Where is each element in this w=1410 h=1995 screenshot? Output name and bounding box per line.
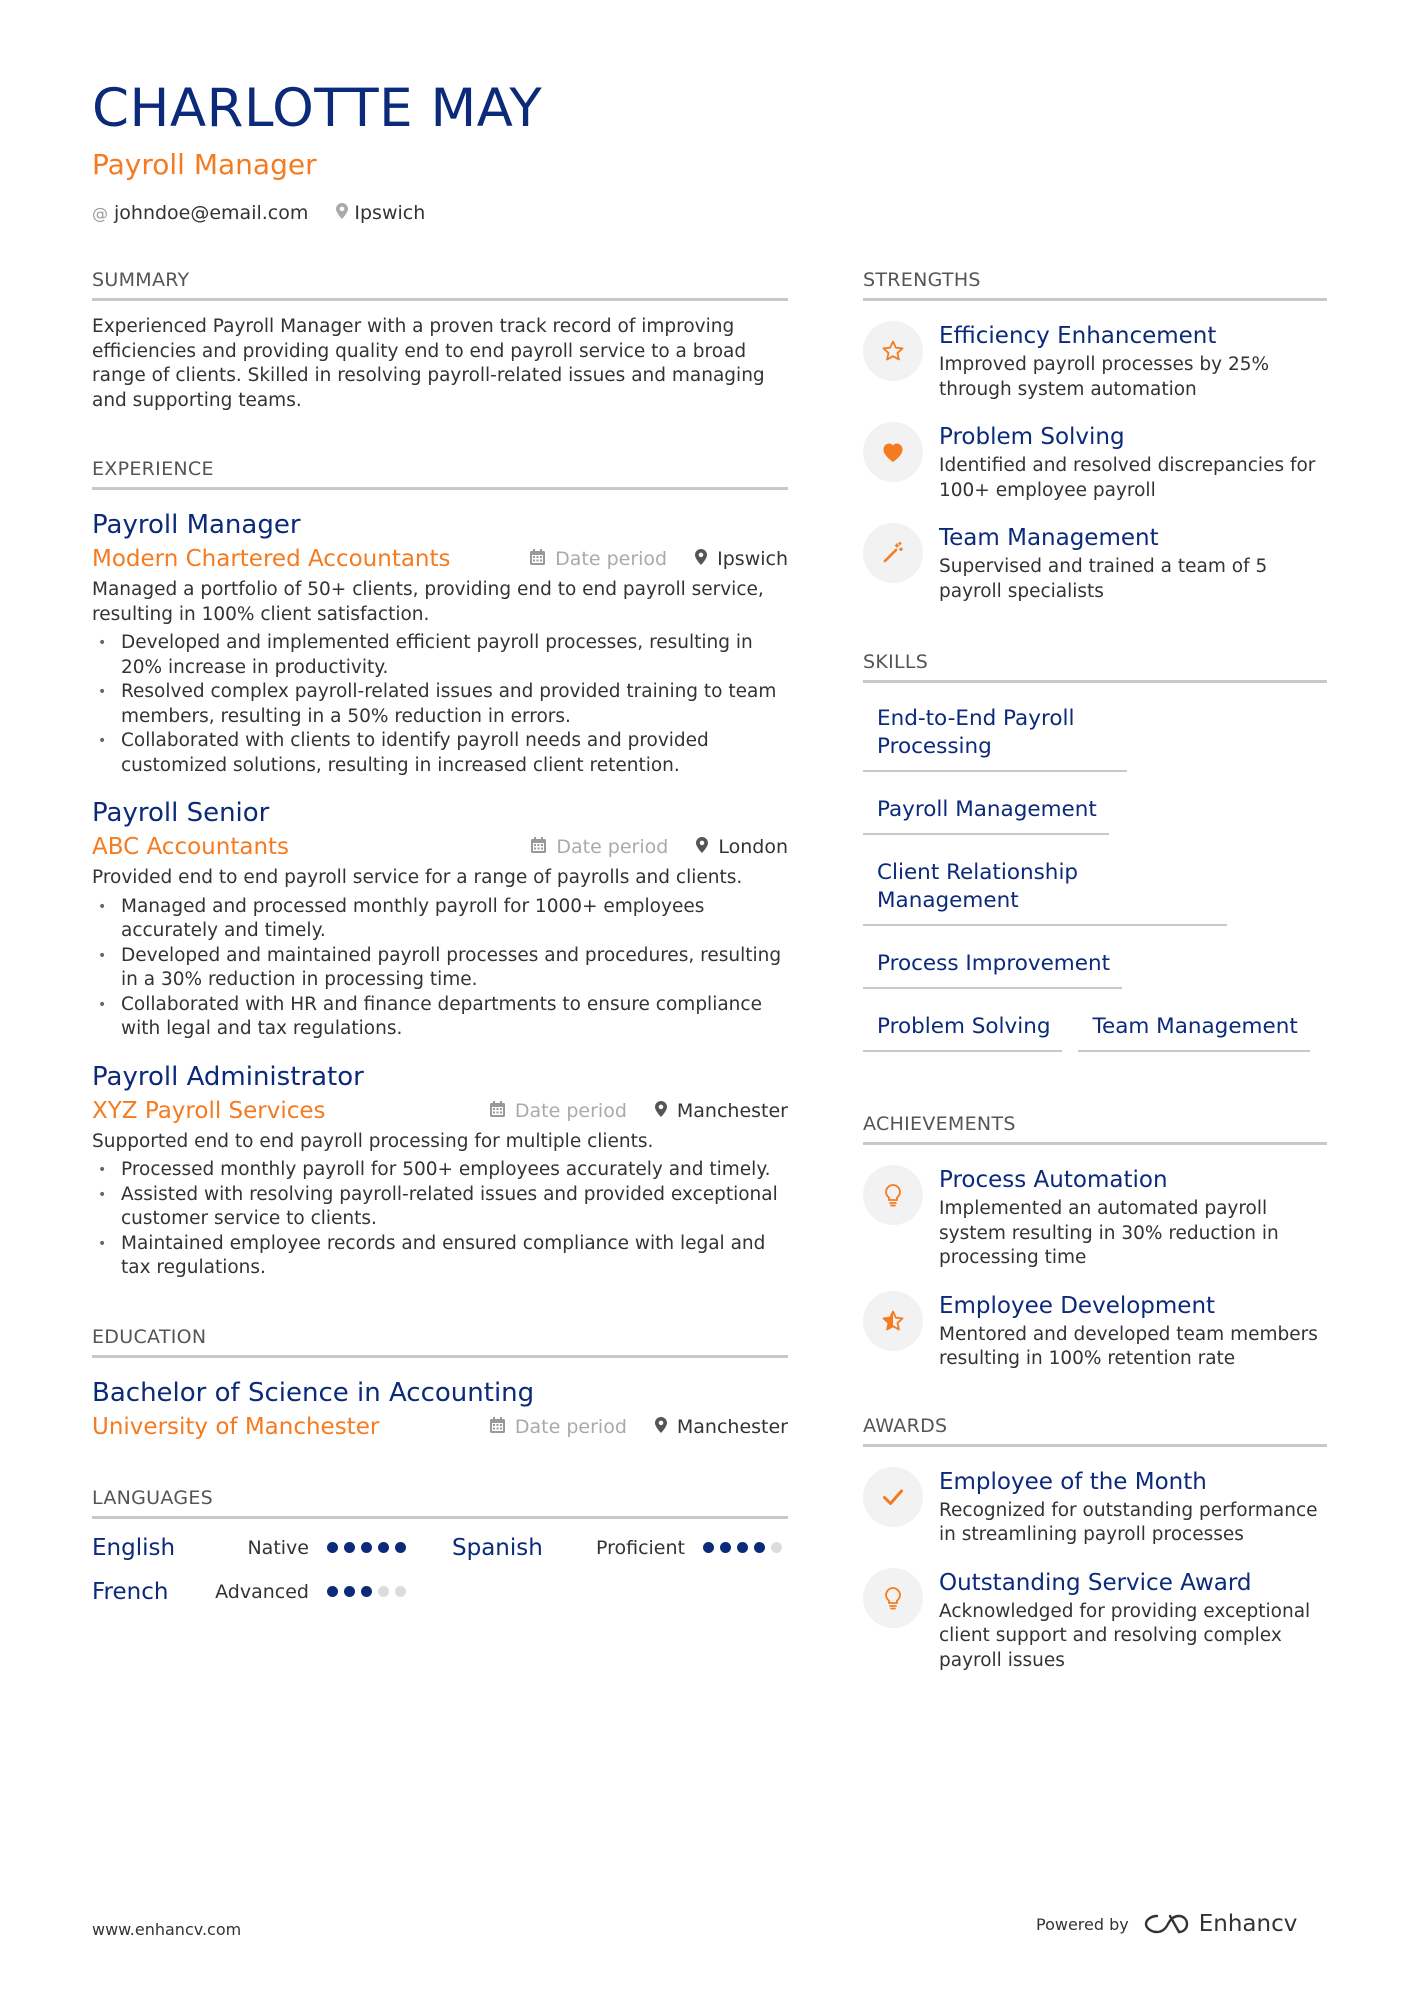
calendar-icon	[531, 837, 546, 857]
right-column	[863, 268, 1327, 1673]
experience-item	[92, 1060, 788, 1281]
achievement-description: Mentored and developed team members resulting in 100% retention rate	[939, 1323, 1318, 1369]
award-title: Outstanding Service Award	[939, 1569, 1252, 1596]
bullet-item: • Managed and processed monthly payroll for 1000+ employees accurately and timely.	[92, 895, 788, 944]
job-description: Managed a portfolio of 50+ clients, providing end to end payroll service, resulting in 100% client satisfaction.	[92, 579, 764, 625]
education-location	[655, 1416, 788, 1438]
company-name: Modern Chartered Accountants	[92, 546, 451, 572]
bullet-item: • Maintained employee records and ensured compliance with legal and tax regulations.	[92, 1232, 788, 1281]
job-description: Provided end to end payroll service for a range of payrolls and clients.	[92, 867, 743, 888]
location-pin-icon	[336, 203, 348, 223]
calendar-icon	[530, 549, 545, 569]
language-level: Native	[247, 1536, 309, 1559]
section-title-achievements: ACHIEVEMENTS	[863, 1112, 1327, 1145]
calendar-icon	[490, 1417, 505, 1437]
strength-body	[939, 422, 1327, 503]
proficiency-dot-filled	[754, 1542, 765, 1553]
resume-header	[92, 76, 1092, 224]
proficiency-dots	[327, 1542, 412, 1553]
location-pin-icon	[696, 837, 708, 857]
proficiency-dot-filled	[361, 1542, 372, 1553]
achievement-description: Implemented an automated payroll system resulting in 30% reduction in processing time	[939, 1198, 1279, 1268]
proficiency-dot-filled	[361, 1586, 372, 1597]
bullet-item: • Processed monthly payroll for 500+ employees accurately and timely.	[92, 1158, 788, 1183]
proficiency-dot-filled	[378, 1542, 389, 1553]
language-proficiency	[596, 1537, 788, 1559]
star-half-icon	[863, 1291, 923, 1351]
experience-item	[92, 796, 788, 1042]
section-title-awards: AWARDS	[863, 1414, 1327, 1447]
proficiency-dot-empty	[771, 1542, 782, 1553]
language-item	[452, 1535, 788, 1561]
summary-section	[92, 268, 788, 413]
languages-grid	[92, 1535, 788, 1605]
skill-tag: End-to-End Payroll Processing	[863, 697, 1127, 772]
school-name: University of Manchester	[92, 1413, 380, 1440]
proficiency-dot-filled	[737, 1542, 748, 1553]
strength-item	[863, 422, 1327, 503]
language-name: English	[92, 1534, 176, 1561]
heart-icon	[863, 422, 923, 482]
job-location-text: Manchester	[676, 1099, 788, 1122]
star-outline-icon	[863, 321, 923, 381]
proficiency-dot-filled	[344, 1586, 355, 1597]
company-name: ABC Accountants	[92, 834, 290, 860]
job-date-location	[531, 836, 788, 858]
awards-section	[863, 1414, 1327, 1674]
strengths-section	[863, 268, 1327, 604]
bullet-item: • Collaborated with HR and finance departments to ensure compliance with legal and tax regulations.	[92, 993, 788, 1042]
bullet-item: • Developed and maintained payroll processes and procedures, resulting in a 30% reduction in processing time.	[92, 944, 788, 993]
strength-body	[939, 523, 1327, 604]
award-body	[939, 1568, 1327, 1674]
skills-section	[863, 650, 1327, 1068]
email-text: johndoe@email.com	[114, 202, 309, 224]
proficiency-dot-filled	[720, 1542, 731, 1553]
job-title: Payroll Senior	[92, 798, 270, 828]
skill-tag: Team Management	[1078, 1005, 1309, 1052]
education-date-text: Date period	[514, 1415, 627, 1438]
footer-website[interactable]: www.enhancv.com	[92, 1920, 242, 1939]
language-level: Proficient	[595, 1536, 685, 1559]
calendar-icon	[490, 1101, 505, 1121]
contact-row	[92, 202, 1092, 224]
language-item	[92, 1535, 452, 1561]
location-pin-icon	[695, 549, 707, 569]
job-location	[655, 1100, 788, 1122]
at-icon: @	[92, 203, 108, 223]
bullet-item: • Resolved complex payroll-related issues and provided training to team members, resulting in a 50% reduction in errors.	[92, 680, 788, 729]
enhancv-logo	[1143, 1911, 1298, 1937]
job-date-text: Date period	[555, 548, 668, 570]
skill-tag: Problem Solving	[863, 1005, 1062, 1052]
company-name: XYZ Payroll Services	[92, 1097, 326, 1124]
bullet-item: • Collaborated with clients to identify payroll needs and provided customized solutions, resulting in increased client retention.	[92, 729, 788, 778]
job-date-location	[530, 548, 788, 570]
award-title: Employee of the Month	[939, 1468, 1207, 1495]
strength-title: Efficiency Enhancement	[939, 323, 1217, 349]
strength-item	[863, 523, 1327, 604]
contact-location	[336, 202, 425, 224]
section-title-education: EDUCATION	[92, 1325, 788, 1358]
powered-by-text: Powered by	[1036, 1914, 1129, 1934]
job-bullets	[92, 1158, 788, 1281]
language-item	[92, 1579, 452, 1605]
award-item	[863, 1467, 1327, 1548]
job-title: Payroll Administrator	[92, 1061, 364, 1092]
language-name: French	[92, 1578, 169, 1605]
achievements-section	[863, 1112, 1327, 1372]
strength-body	[939, 321, 1327, 402]
education-section	[92, 1325, 788, 1442]
education-date-location	[490, 1416, 788, 1438]
summary-text: Experienced Payroll Manager with a proven track record of improving efficiencies and providing quality end to end payroll service to a broad range of clients. Skilled in resolving payroll-related issues and managing and supporting teams.	[92, 316, 765, 411]
strength-item	[863, 321, 1327, 402]
section-title-summary: SUMMARY	[92, 268, 788, 301]
achievement-title: Process Automation	[939, 1167, 1168, 1193]
job-location-text: Ipswich	[717, 548, 788, 570]
left-column	[92, 268, 788, 1605]
job-date-text: Date period	[556, 836, 669, 858]
job-location	[695, 548, 788, 570]
language-proficiency	[215, 1581, 412, 1603]
job-meta	[92, 832, 788, 862]
experience-item	[92, 508, 788, 778]
location-pin-icon	[655, 1417, 667, 1437]
achievement-item	[863, 1165, 1327, 1271]
job-date	[530, 548, 667, 570]
degree-title: Bachelor of Science in Accounting	[92, 1377, 535, 1408]
footer-branding[interactable]	[1036, 1911, 1297, 1937]
proficiency-dot-filled	[327, 1542, 338, 1553]
bullet-item: • Assisted with resolving payroll-related issues and provided exceptional customer service to clients.	[92, 1183, 788, 1232]
job-location	[696, 836, 788, 858]
section-title-experience: EXPERIENCE	[92, 457, 788, 490]
skill-tag: Payroll Management	[863, 788, 1109, 835]
candidate-role: Payroll Manager	[92, 148, 317, 181]
job-bullets	[92, 631, 788, 778]
experience-section	[92, 457, 788, 1281]
achievement-title: Employee Development	[939, 1292, 1216, 1319]
strength-title: Team Management	[939, 525, 1159, 551]
education-item	[92, 1376, 788, 1442]
award-item	[863, 1568, 1327, 1674]
language-level: Advanced	[215, 1580, 309, 1603]
languages-section	[92, 1486, 788, 1605]
language-proficiency	[247, 1537, 412, 1559]
section-title-strengths: STRENGTHS	[863, 268, 1327, 301]
job-meta	[92, 544, 788, 574]
bullet-item: • Developed and implemented efficient payroll processes, resulting in 20% increase in productivity.	[92, 631, 788, 680]
proficiency-dot-filled	[344, 1542, 355, 1553]
section-title-skills: SKILLS	[863, 650, 1327, 683]
strength-description: Identified and resolved discrepancies for 100+ employee payroll	[939, 455, 1316, 501]
proficiency-dot-empty	[395, 1586, 406, 1597]
award-description: Recognized for outstanding performance in streamlining payroll processes	[939, 1499, 1318, 1545]
achievement-item	[863, 1291, 1327, 1372]
education-location-text: Manchester	[676, 1415, 788, 1438]
magic-wand-icon	[863, 523, 923, 583]
job-title: Payroll Manager	[92, 510, 301, 540]
job-date	[490, 1100, 627, 1122]
job-description: Supported end to end payroll processing for multiple clients.	[92, 1130, 654, 1152]
lightbulb-icon	[863, 1568, 923, 1628]
section-title-languages: LANGUAGES	[92, 1486, 788, 1519]
skill-tag: Process Improvement	[863, 942, 1122, 989]
job-bullets	[92, 895, 788, 1042]
award-body	[939, 1467, 1327, 1548]
language-name: Spanish	[452, 1534, 543, 1561]
contact-email[interactable]	[92, 202, 308, 224]
education-date	[490, 1416, 627, 1438]
proficiency-dot-filled	[395, 1542, 406, 1553]
job-date	[531, 836, 668, 858]
job-meta	[92, 1096, 788, 1126]
location-pin-icon	[655, 1101, 667, 1121]
award-description: Acknowledged for providing exceptional client support and resolving complex payroll issues	[939, 1600, 1311, 1671]
proficiency-dot-empty	[378, 1586, 389, 1597]
job-date-location	[490, 1100, 788, 1122]
proficiency-dots	[327, 1586, 412, 1597]
brand-name: Enhancv	[1198, 1911, 1298, 1937]
proficiency-dot-filled	[327, 1586, 338, 1597]
location-text: Ipswich	[354, 202, 426, 224]
achievement-body	[939, 1165, 1327, 1271]
enhancv-logo-icon	[1143, 1913, 1189, 1935]
strength-description: Improved payroll processes by 25% through system automation	[939, 354, 1270, 400]
proficiency-dots	[703, 1542, 788, 1553]
skills-list	[863, 697, 1327, 1068]
candidate-name: CHARLOTTE MAY	[92, 78, 543, 139]
achievement-body	[939, 1291, 1327, 1372]
strength-description: Supervised and trained a team of 5 payroll specialists	[939, 556, 1268, 602]
education-meta	[92, 1412, 788, 1442]
checkmark-icon	[863, 1467, 923, 1527]
job-date-text: Date period	[514, 1099, 627, 1122]
skill-tag: Client Relationship Management	[863, 851, 1227, 926]
lightbulb-icon	[863, 1165, 923, 1225]
strength-title: Problem Solving	[939, 424, 1125, 450]
job-location-text: London	[718, 836, 788, 858]
proficiency-dot-filled	[703, 1542, 714, 1553]
